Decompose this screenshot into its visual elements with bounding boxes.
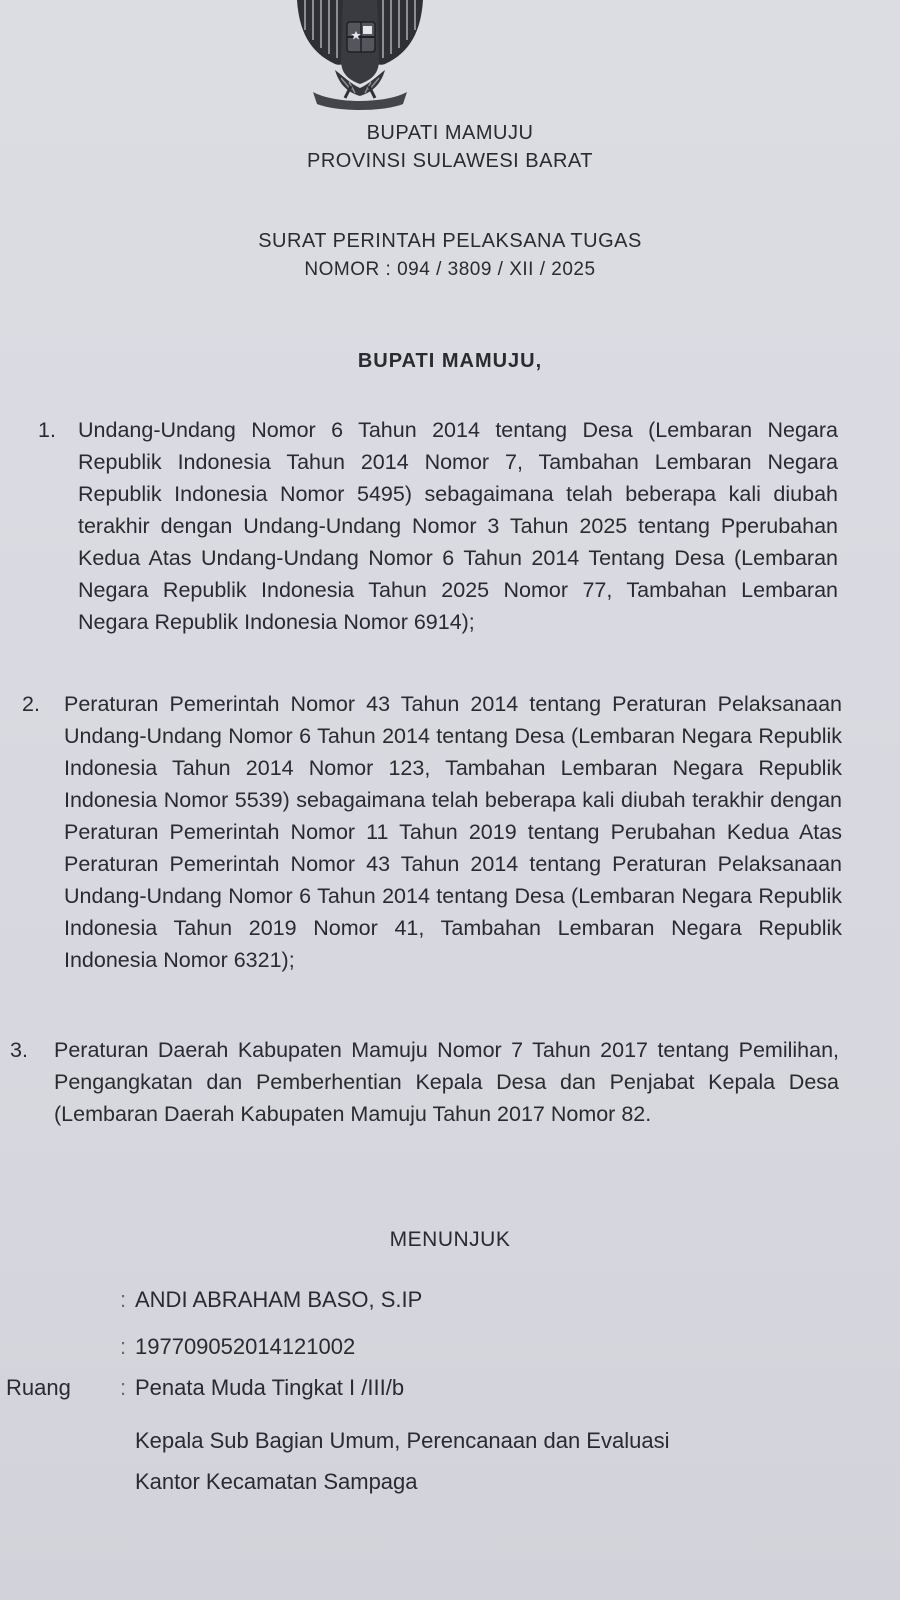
- header-regent: BUPATI MAMUJU: [366, 122, 534, 144]
- item-text: Undang-Undang Nomor 6 Tahun 2014 tentang Desa (Lembaran Negara Republik Indonesia Tahun 2014 Nomor 7, Tambahan Lembaran Negara Republik Indonesia Nomor 5495) sebagaimana telah beberapa kali diubah terakhir dengan Undang-Undang Nomor 3 Tahun 2025 tentang Pperubahan Kedua Atas Undang-Undang Nomor 6 Tahun 2014 Tentang Desa (Lembaran Negara Republik Indonesia Tahun 2025 Nomor 77, Tambahan Lembaran Negara Republik Indonesia Nomor 6914);: [78, 418, 838, 634]
- field-colon: :: [120, 1375, 127, 1400]
- appointee-position: Kepala Sub Bagian Umum, Perencanaan dan Evaluasi: [135, 1428, 670, 1453]
- field-colon: :: [120, 1334, 127, 1359]
- item-text: Peraturan Daerah Kabupaten Mamuju Nomor 7 Tahun 2017 tentang Pemilihan, Pengangkatan dan Pemberhentian Kepala Desa dan Penjabat Kepala Desa (Lembaran Daerah Kabupaten Mamuju Tahun 2017 Nomor 82.: [54, 1038, 839, 1126]
- field-colon: :: [120, 1287, 127, 1312]
- header-province: PROVINSI SULAWESI BARAT: [306, 150, 593, 172]
- appointee-office: Kantor Kecamatan Sampaga: [135, 1469, 418, 1494]
- appointee-rank: Penata Muda Tingkat I /III/b: [135, 1375, 405, 1400]
- rank-label: Ruang: [6, 1375, 71, 1400]
- item-number: 2.: [22, 692, 40, 716]
- appointee-name: ANDI ABRAHAM BASO, S.IP: [135, 1287, 423, 1312]
- appointee-nip: 197709052014121002: [135, 1334, 356, 1359]
- issuer-heading: BUPATI MAMUJU,: [357, 350, 543, 372]
- item-text: Peraturan Pemerintah Nomor 43 Tahun 2014 tentang Peraturan Pelaksanaan Undang-Undang Nomor 6 Tahun 2014 tentang Desa (Lembaran Negara Republik Indonesia Tahun 2014 Nomor 123, Tambahan Lembaran Negara Republik Indonesia Nomor 5539) sebagaimana telah beberapa kali diubah terakhir dengan Peraturan Pemerintah Nomor 11 Tahun 2019 tentang Perubahan Kedua Atas Peraturan Pemerintah Nomor 43 Tahun 2014 tentang Peraturan Pelaksanaan Undang-Undang Nomor 6 Tahun 2014 tentang Desa (Lembaran Negara Republik Indonesia Tahun 2019 Nomor 41, Tambahan Lembaran Negara Republik Indonesia Nomor 6321);: [64, 692, 842, 972]
- item-number: 3.: [10, 1038, 28, 1062]
- item-number: 1.: [38, 418, 56, 442]
- garuda-emblem-icon: [295, 0, 425, 112]
- letter-number: NOMOR : 094 / 3809 / XII / 2025: [304, 259, 596, 280]
- letter-title: SURAT PERINTAH PELAKSANA TUGAS: [258, 230, 642, 252]
- appoint-heading: MENUNJUK: [389, 1228, 511, 1251]
